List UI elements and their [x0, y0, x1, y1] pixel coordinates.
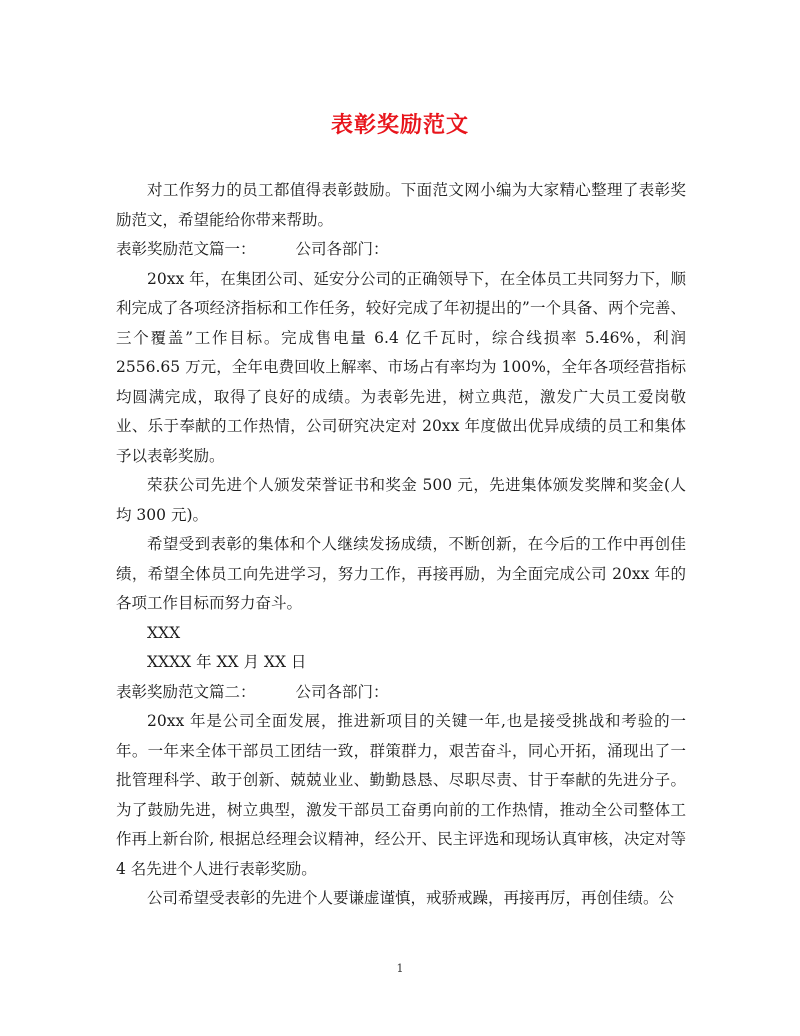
section-one-recipient: 公司各部门：: [295, 240, 389, 258]
intro-paragraph: 对工作努力的员工都值得表彰鼓励。下面范文网小编为大家精心整理了表彰奖励范文，希望能给你带来帮助。: [116, 181, 686, 229]
section-one-paragraph-1: 20xx 年，在集团公司、延安分公司的正确领导下，在全体员工共同努力下，顺利完成了各项经济指标和工作任务，较好完成了年初提出的”一个具备、两个完善、三个覆盖”工作目标。完成售电量 6.4 亿千瓦时，综合线损率 5.46%，利润 2556.65 万元，全年电费回收上解率、市场占有率均为 100%，全年各项经营指标均圆满完成，取得了良好的成绩。为表彰先进，树立典范，激发广大员工爱岗敬业、乐于奉献的工作热情，公司研究决定对 20xx 年度做出优异成绩的员工和集体予以表彰奖励。: [116, 269, 686, 465]
section-one-date: XXXX 年 XX 月 XX 日: [147, 653, 307, 671]
document-title: 表彰奖励范文: [330, 112, 469, 138]
section-one-signature: XXX: [147, 623, 181, 642]
section-two-paragraph-1: 20xx 年是公司全面发展，推进新项目的关键一年,也是接受挑战和考验的一年。一年来全体干部员工团结一致，群策群力，艰苦奋斗，同心开拓，涌现出了一批管理科学、敢于创新、兢兢业业、勤勤恳恳、尽职尽责、甘于奉献的先进分子。为了鼓励先进，树立典型，激发干部员工奋勇向前的工作热情，推动全公司整体工作再上新台阶, 根据总经理会议精神，经公开、民主评选和现场认真审核，决定对等 4 名先进个人进行表彰奖励。: [116, 712, 686, 878]
section-one-paragraph-2: 荣获公司先进个人颁发荣誉证书和奖金 500 元，先进集体颁发奖牌和奖金(人均 300 元)。: [116, 476, 686, 524]
document-body: [116, 176, 686, 914]
section-one-paragraph-3: 希望受到表彰的集体和个人继续发扬成绩，不断创新，在今后的工作中再创佳绩，希望全体员工向先进学习，努力工作，再接再励，为全面完成公司 20xx 年的各项工作目标而努力奋斗。: [116, 535, 686, 612]
page-number: 1: [396, 962, 404, 975]
section-one-heading: 表彰奖励范文篇一：: [116, 240, 256, 258]
section-two-heading: 表彰奖励范文篇二：: [116, 682, 256, 701]
section-one-heading-line: [116, 235, 686, 265]
section-two-recipient: 公司各部门：: [295, 682, 389, 701]
section-two-heading-line: [116, 678, 686, 708]
section-two-paragraph-2: 公司希望受表彰的先进个人要谦虚谨慎，戒骄戒躁，再接再厉，再创佳绩。公: [147, 889, 675, 907]
